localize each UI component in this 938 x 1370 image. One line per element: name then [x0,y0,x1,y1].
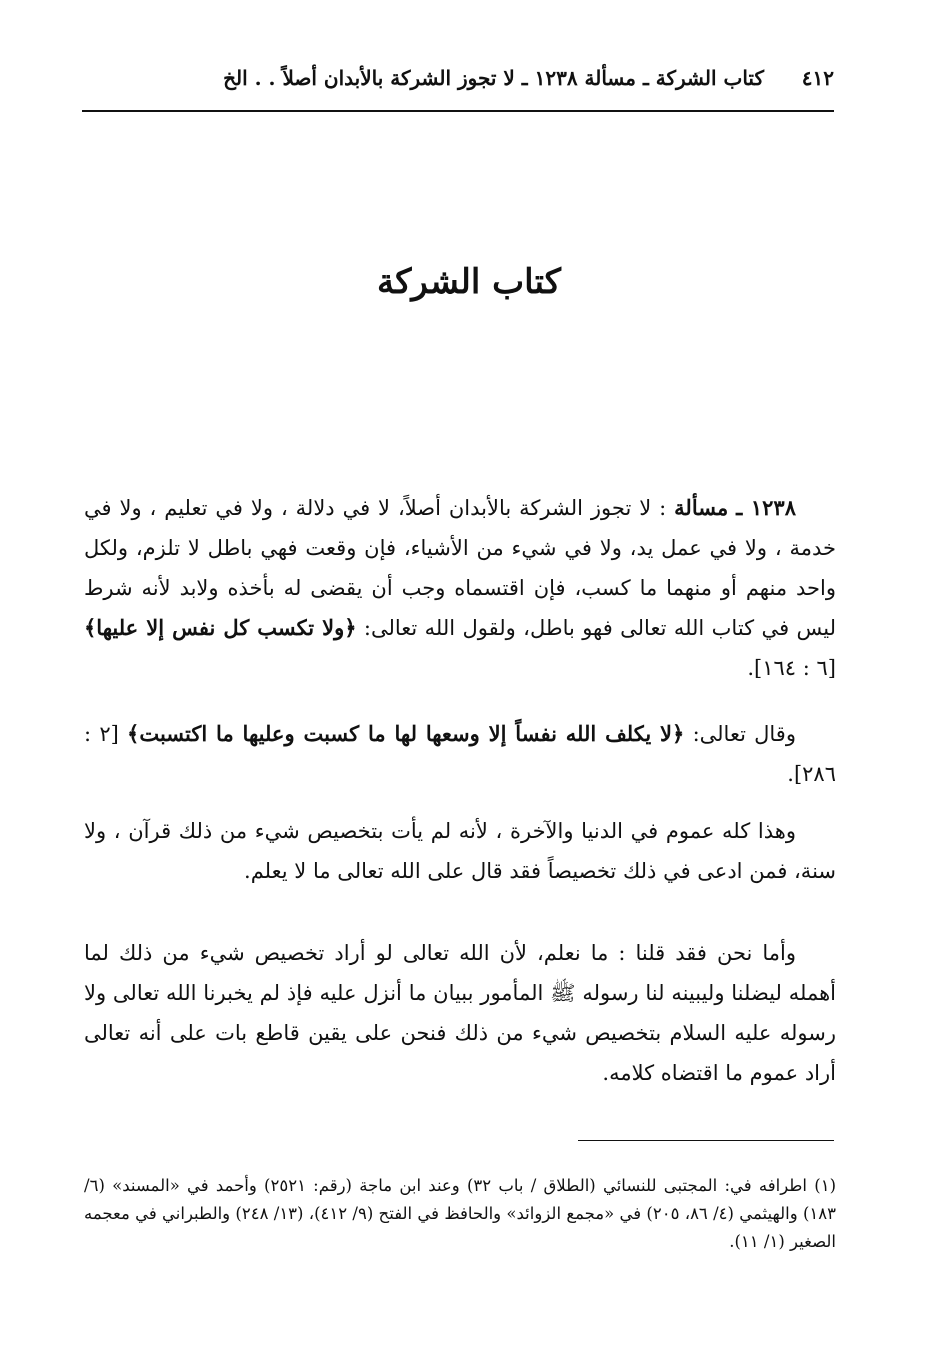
paragraph-text: وقال تعالى: [684,722,796,746]
chapter-title: كتاب الشركة [377,262,561,302]
verse-reference: [٦ : ١٦٤]. [747,656,836,680]
verse-reference: [٢ : ٢٨٦]. [84,722,836,786]
paragraph-verse [84,714,836,794]
footnote-rule [578,1140,834,1141]
page-number: ٤١٢ [801,66,834,90]
paragraph-masala-1238 [84,488,836,688]
footnotes [84,1172,836,1256]
running-header [82,58,834,98]
masala-label: مسألة [674,495,729,520]
paragraph-text: وأما نحن فقد قلنا : ما نعلم، لأن الله تعالى لو أراد تخصيص شيء من ذلك لما أهمله ليضلنا وليبينه لنا رسوله ﷺ المأمور ببيان ما أنزل عليه فإذ لم يخبرنا الله تعالى ولا رسوله عليه السلام بتخصيص شيء من ذلك فنحن على يقين قاطع بات على أنه تعالى أراد عموم ما اقتضاه كلامه. [84,941,836,1085]
masala-number: ١٢٣٨ ـ [736,495,796,520]
quran-verse: ﴿لا يكلف الله نفساً إلا وسعها لها ما كسبت وعليها ما اكتسبت﴾ [127,721,685,746]
header-rule [82,110,834,112]
paragraph-text: : لا تجوز الشركة بالأبدان أصلاً، لا في دلالة ، ولا في تعليم ، ولا في خدمة ، ولا في عمل يد، ولا في شيء من الأشياء، فإن وقعت فهي باطل لا تلزم، ولكل واحد منهم أو منهما ما كسب، فإن اقتسماه وجب أن يقضى له بأخذه ولابد لأنه شرط ليس في كتاب الله تعالى فهو باطل، ولقول الله تعالى: [84,496,837,640]
footnote-1: (١) اطرافه في: المجتبى للنسائي (الطلاق / باب ٣٢) وعند ابن ماجة (رقم: ٢٥٢١) وأحمد في «المسند» (٦/ ١٨٣) والهيثمي (٤/ ٨٦، ٢٠٥) في «مجمع الزوائد» والحافظ في الفتح (٩/ ٤١٢)، (١٣/ ٢٤٨) والطبراني في معجمه الصغير (١/ ١١). [84,1176,836,1251]
paragraph-conclusion [84,933,836,1093]
quran-verse: ﴿ولا تكسب كل نفس إلا عليها﴾ [84,615,357,640]
running-title: كتاب الشركة ـ مسألة ١٢٣٨ ـ لا تجوز الشركة بالأبدان أصلاً . . الخ [223,66,764,90]
paragraph-generality [84,811,836,891]
paragraph-text: وهذا كله عموم في الدنيا والآخرة ، لأنه لم يأت بتخصيص شيء من ذلك قرآن ، ولا سنة، فمن ادعى في ذلك تخصيصاً فقد قال على الله تعالى ما لا يعلم. [84,819,836,883]
